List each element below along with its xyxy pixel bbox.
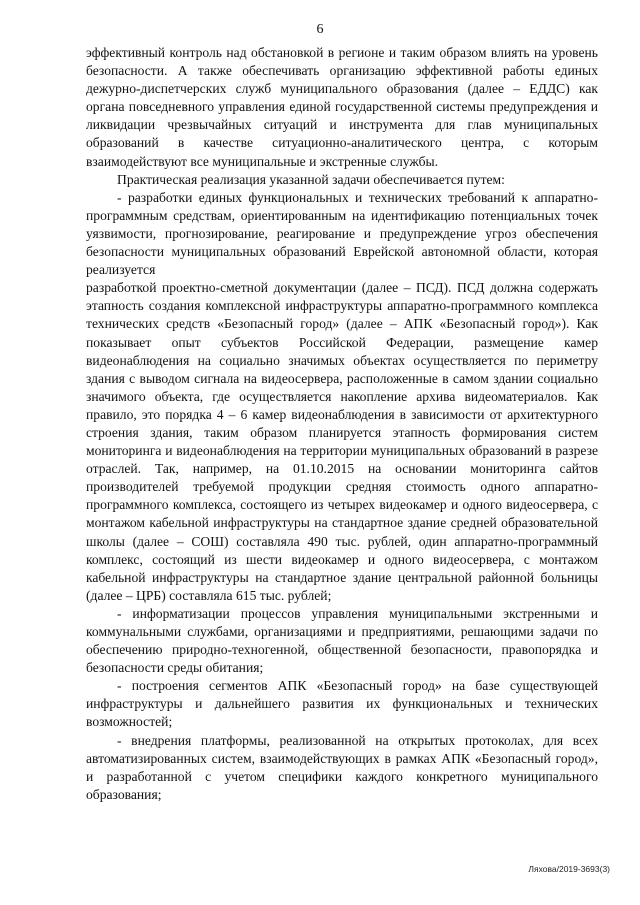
page-number: 6 (316, 22, 324, 37)
list-item-platform: - внедрения платформы, реализованной на открытых протоколах, для всех автоматизированных систем, взаимодействующих в рамках АПК «Безопасный город», и разработанной с учетом специфики каждого конкретного муниципального образования; (86, 732, 598, 802)
list-item-segments: - построения сегментов АПК «Безопасный город» на базе существующей инфраструктуры и дальнейшего развития их функциональных и технических возможностей; (86, 678, 598, 730)
document-reference-code: Ляхова/2019-3693(3) (528, 864, 610, 874)
paragraph-design-documentation: разработкой проектно-сметной документации (далее – ПСД). ПСД должна содержать этапность создания комплексной инфраструктуры аппаратно-программного комплекса технических средств «Безопасный город» (далее – АПК «Безопасный город»). Как показывает опыт субъектов Российской Федерации, размещение камер видеонаблюдения на социально значимых объектах осуществляется по периметру здания с выводом сигнала на видеосервера, расположенные в самом здании социально значимого объекта, где осуществляется накопление архива видеоматериалов. Как правило, это порядка 4 – 6 камер видеонаблюдения в зависимости от архитектурного строения здания, таким образом планируется этапность формирования систем мониторинга и видеонаблюдения на территории муниципальных образований в разрезе отраслей. Так, например, на 01.10.2015 на основании мониторинга сайтов производителей требуемой продукции средняя стоимость одного аппаратно-программного комплекса, состоящего из четырех видеокамер и одного видеосервера, с монтажом кабельной инфраструктуры на стандартное здание средней образовательной школы (далее – СОШ) составляла 490 тыс. рублей, один аппаратно-программный комплекс, состоящий из шести видеокамер и одного видеосервера, с монтажом кабельной инфраструктуры на стандартное здание центральной районной больницы (далее – ЦРБ) составляла 615 тыс. рублей; (86, 280, 598, 603)
list-item-informatization: - информатизации процессов управления муниципальными экстренными и коммунальными службами, организациями и предприятиями, решающими задачи по обеспечению природно-техногенной, общественной безопасности, правопорядка и безопасности среды обитания; (86, 605, 598, 676)
list-item-requirements: - разработки единых функциональных и технических требований к аппаратно-программным средствам, ориентированным на идентификацию потенциальных точек уязвимости, прогнозирование, реагирование и предупреждение угроз обеспечения безопасности муниципальных образований Еврейской автономной области, которая реализуется (86, 189, 598, 278)
paragraph-intro-continuation: эффективный контроль над обстановкой в регионе и таким образом влиять на уровень безопасности. А также обеспечивать организацию эффективной работы единых дежурно-диспетчерских служб муниципального образования (далее – ЕДДС) как органа повседневного управления единой государственной системы предупреждения и ликвидации чрезвычайных ситуаций и инструмента для глав муниципальных образований в качестве ситуационно-аналитического центра, с которым взаимодействуют все муниципальные и экстренные службы. (86, 45, 598, 169)
document-body (86, 44, 598, 804)
paragraph-implementation-lead: Практическая реализация указанной задачи обеспечивается путем: (117, 171, 505, 187)
